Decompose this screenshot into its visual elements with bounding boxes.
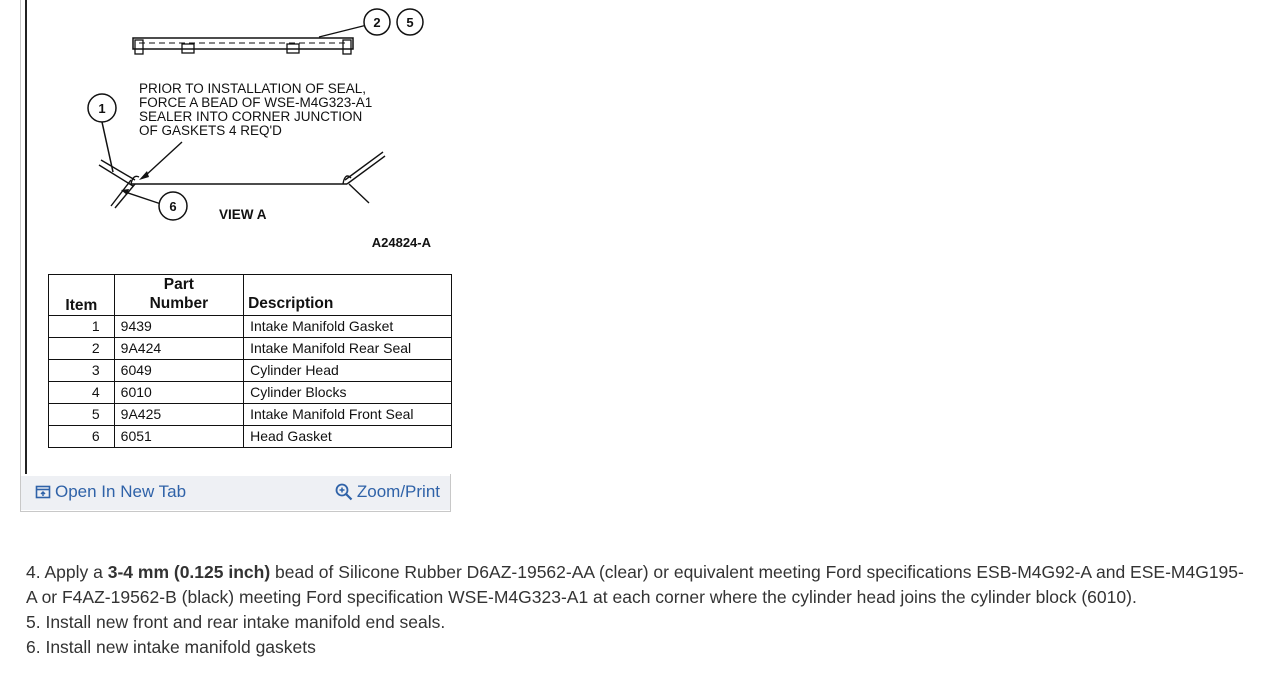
step-5: 5. Install new front and rear intake manifold end seals. xyxy=(26,612,446,632)
cell-part-number: 6049 xyxy=(114,360,243,382)
step-4-text: bead of Silicone Rubber D6AZ-19562-AA (clear) or equivalent meeting Ford specifications ESB-M4G92-A and ESE-M4G195-A or F4AZ-19562-B (black) meeting Ford specification WSE-M4G323-A1 at each corner where the cylinder head joins the cylinder block (6010). xyxy=(26,562,1244,607)
open-in-new-tab-link[interactable] xyxy=(35,482,186,502)
parts-table xyxy=(48,274,452,448)
cell-item: 6 xyxy=(49,426,115,448)
table-row xyxy=(49,338,452,360)
gasket-junction xyxy=(99,152,385,208)
leader-line xyxy=(125,192,161,204)
header-part-number xyxy=(114,275,243,316)
instruction-steps xyxy=(20,560,1250,660)
table-row xyxy=(49,426,452,448)
header-description: Description xyxy=(244,275,452,316)
note-line-1: PRIOR TO INSTALLATION OF SEAL, xyxy=(139,81,367,96)
cell-part-number: 6010 xyxy=(114,382,243,404)
figure-card xyxy=(20,0,451,512)
table-row xyxy=(49,316,452,338)
header-item: Item xyxy=(49,275,115,316)
cell-part-number: 9A424 xyxy=(114,338,243,360)
cell-description: Cylinder Head xyxy=(244,360,452,382)
table-row xyxy=(49,382,452,404)
leader-line xyxy=(319,25,367,37)
gasket-diagram xyxy=(27,0,452,270)
cell-item: 4 xyxy=(49,382,115,404)
cell-description: Intake Manifold Front Seal xyxy=(244,404,452,426)
cell-part-number: 9A425 xyxy=(114,404,243,426)
step-4 xyxy=(20,560,1250,610)
zoom-icon xyxy=(335,483,353,501)
open-in-new-tab-icon xyxy=(35,484,51,500)
arrow-head xyxy=(139,171,149,180)
figure-image xyxy=(25,0,452,474)
cell-item: 2 xyxy=(49,338,115,360)
header-part-number-line2: Number xyxy=(149,295,209,312)
cell-item: 5 xyxy=(49,404,115,426)
table-header-row xyxy=(49,275,452,316)
cell-item: 3 xyxy=(49,360,115,382)
note-line-4: OF GASKETS 4 REQ'D xyxy=(139,123,282,138)
step-4-measurement: 3-4 mm (0.125 inch) xyxy=(107,562,271,582)
leader-line xyxy=(145,142,182,176)
callout-1-label: 1 xyxy=(98,101,106,116)
view-label: VIEW A xyxy=(219,207,267,222)
cell-part-number: 6051 xyxy=(114,426,243,448)
cell-description: Intake Manifold Gasket xyxy=(244,316,452,338)
cell-part-number: 9439 xyxy=(114,316,243,338)
note-line-2: FORCE A BEAD OF WSE-M4G323-A1 xyxy=(139,95,373,110)
table-row xyxy=(49,404,452,426)
open-in-new-tab-label: Open In New Tab xyxy=(55,482,187,501)
step-4-prefix: 4. Apply a xyxy=(26,562,108,582)
seal-strip xyxy=(133,38,353,54)
cell-description: Intake Manifold Rear Seal xyxy=(244,338,452,360)
zoom-print-label: Zoom/Print xyxy=(356,482,440,501)
callout-6-label: 6 xyxy=(169,199,177,214)
cell-item: 1 xyxy=(49,316,115,338)
table-row xyxy=(49,360,452,382)
figure-id: A24824-A xyxy=(371,235,431,250)
figure-footer xyxy=(21,476,450,510)
cell-description: Cylinder Blocks xyxy=(244,382,452,404)
callout-5-label: 5 xyxy=(406,15,414,30)
step-6: 6. Install new intake manifold gaskets xyxy=(26,637,316,657)
zoom-print-link[interactable] xyxy=(335,482,440,502)
note-line-3: SEALER INTO CORNER JUNCTION xyxy=(139,109,363,124)
header-part-number-line1: Part xyxy=(163,276,194,293)
callout-2-label: 2 xyxy=(373,15,381,30)
cell-description: Head Gasket xyxy=(244,426,452,448)
